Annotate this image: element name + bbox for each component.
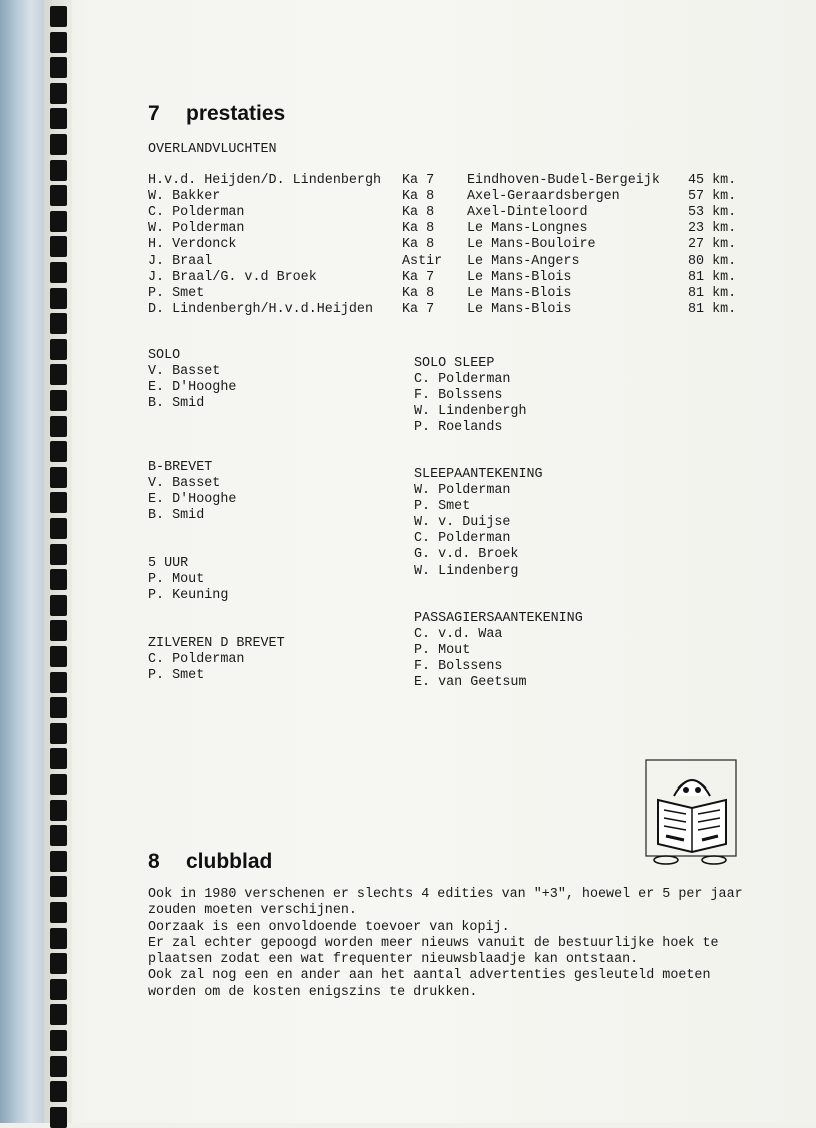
- pilot-cell: W. Polderman: [148, 221, 245, 237]
- list-item: P. Mout: [148, 572, 205, 588]
- binding-ring: [50, 288, 67, 309]
- b-brevet-list: [148, 460, 236, 524]
- newspaper-reader-illustration: [644, 756, 740, 868]
- glider-cell: Ka 7: [402, 301, 435, 317]
- pilot-cell: D. Lindenbergh/H.v.d.Heijden: [148, 301, 373, 317]
- solo-list: [148, 348, 236, 412]
- list-heading: ZILVEREN D BREVET: [148, 636, 285, 651]
- route-cell: Le Mans-Bouloire: [467, 237, 596, 253]
- paragraph-line: Er zal echter gepoogd worden meer nieuws vanuit de bestuurlijke hoek te: [148, 935, 719, 951]
- binding-ring: [50, 1004, 67, 1025]
- glider-cell: Ka 8: [402, 285, 435, 301]
- list-item: F. Bolssens: [414, 388, 503, 404]
- list-item: G. v.d. Broek: [414, 547, 519, 563]
- binding-ring: [50, 1081, 67, 1102]
- glider-cell: Astir: [402, 253, 443, 269]
- distance-cell: 53 km.: [688, 205, 737, 221]
- route-cell: Eindhoven-Budel-Bergeijk: [467, 173, 660, 188]
- section-8-heading: [148, 850, 272, 874]
- binding-ring: [50, 646, 67, 667]
- distance-cell: 45 km.: [688, 173, 737, 188]
- route-cell: Axel-Geraardsbergen: [467, 189, 620, 205]
- binding-ring: [50, 416, 67, 437]
- five-hour-list: [148, 556, 228, 604]
- list-item: C. Polderman: [148, 652, 245, 668]
- route-cell: Le Mans-Angers: [467, 253, 580, 269]
- glider-cell: Ka 8: [402, 221, 435, 237]
- route-cell: Axel-Dinteloord: [467, 205, 588, 221]
- route-cell: Le Mans-Blois: [467, 269, 572, 285]
- list-heading: SOLO SLEEP: [414, 356, 495, 371]
- list-item: B. Smid: [148, 396, 205, 412]
- binding-ring: [50, 774, 67, 795]
- list-item: P. Roelands: [414, 420, 503, 436]
- list-heading: SLEEPAANTEKENING: [414, 467, 543, 482]
- list-item: P. Mout: [414, 643, 471, 659]
- binding-ring: [50, 851, 67, 872]
- route-cell: Le Mans-Blois: [467, 301, 572, 317]
- distance-cell: 80 km.: [688, 253, 737, 269]
- paragraph-line: Oorzaak is een onvoldoende toevoer van kopij.: [148, 919, 510, 935]
- list-item: E. van Geetsum: [414, 675, 527, 691]
- distance-cell: 81 km.: [688, 301, 737, 317]
- glider-cell: Ka 8: [402, 205, 435, 221]
- binding-ring: [50, 492, 67, 513]
- list-heading: 5 UUR: [148, 556, 189, 571]
- binding-ring: [50, 800, 67, 821]
- binding-ring: [50, 57, 67, 78]
- list-item: W. v. Duijse: [414, 515, 511, 531]
- list-item: P. Smet: [148, 668, 205, 684]
- list-item: C. Polderman: [414, 531, 511, 547]
- silver-d-brevet-list: [148, 636, 285, 684]
- pilot-cell: C. Polderman: [148, 205, 245, 221]
- tow-endorsement-list: [414, 467, 543, 580]
- binding-ring: [50, 825, 67, 846]
- glider-cell: Ka 7: [402, 173, 435, 188]
- binding-ring: [50, 211, 67, 232]
- glider-cell: Ka 8: [402, 237, 435, 253]
- binding-ring: [50, 595, 67, 616]
- binding-ring: [50, 1056, 67, 1077]
- binding-ring: [50, 518, 67, 539]
- binding-ring: [50, 544, 67, 565]
- binding-ring: [50, 723, 67, 744]
- binding-ring: [50, 1107, 67, 1128]
- list-item: W. Polderman: [414, 483, 511, 499]
- paragraph-line: Ook zal nog een en ander aan het aantal advertenties gesleuteld moeten: [148, 968, 711, 984]
- distance-cell: 27 km.: [688, 237, 737, 253]
- binding-ring: [50, 364, 67, 385]
- route-cell: Le Mans-Longnes: [467, 221, 588, 237]
- distance-cell: 81 km.: [688, 269, 737, 285]
- binding-ring: [50, 108, 67, 129]
- list-item: E. D'Hooghe: [148, 380, 237, 396]
- pilot-cell: J. Braal/G. v.d Broek: [148, 269, 317, 285]
- glider-cell: Ka 7: [402, 269, 435, 285]
- binding-ring: [50, 467, 67, 488]
- passenger-endorsement-list: [414, 611, 583, 691]
- list-item: W. Lindenbergh: [414, 404, 527, 420]
- distance-cell: 23 km.: [688, 221, 737, 237]
- pilot-cell: W. Bakker: [148, 189, 221, 205]
- list-heading: SOLO: [148, 348, 181, 363]
- binding-ring: [50, 262, 67, 283]
- section-title: clubblad: [186, 850, 273, 873]
- binding-ring: [50, 339, 67, 360]
- paragraph-line: Ook in 1980 verschenen er slechts 4 edities van "+3", hoewel er 5 per jaar: [148, 887, 743, 902]
- pilot-cell: P. Smet: [148, 285, 205, 301]
- binding-ring: [50, 979, 67, 1000]
- binding-ring: [50, 748, 67, 769]
- binding-ring: [50, 134, 67, 155]
- binding-ring: [50, 1030, 67, 1051]
- binding-ring: [50, 441, 67, 462]
- list-heading: PASSAGIERSAANTEKENING: [414, 611, 583, 626]
- distance-cell: 57 km.: [688, 189, 737, 205]
- binding-ring: [50, 569, 67, 590]
- section-title: prestaties: [186, 102, 286, 125]
- binding-ring: [50, 185, 67, 206]
- binding-ring: [50, 236, 67, 257]
- solo-sleep-list: [414, 356, 527, 436]
- binding-ring: [50, 876, 67, 897]
- clubblad-paragraph: [148, 887, 748, 1001]
- list-item: W. Lindenberg: [414, 563, 519, 579]
- binding-ring: [50, 32, 67, 53]
- pilot-cell: J. Braal: [148, 253, 213, 269]
- route-cell: Le Mans-Blois: [467, 285, 572, 301]
- paragraph-line: worden om de kosten enigszins te drukken.: [148, 984, 478, 1000]
- paragraph-line: plaatsen zodat een wat frequenter nieuwsblaadje kan ontstaan.: [148, 952, 639, 968]
- list-item: P. Smet: [414, 499, 471, 515]
- binding-ring: [50, 697, 67, 718]
- list-item: E. D'Hooghe: [148, 492, 237, 508]
- binding-ring: [50, 390, 67, 411]
- section-number: 7: [148, 102, 160, 125]
- binding-ring: [50, 928, 67, 949]
- list-item: C. v.d. Waa: [414, 627, 503, 643]
- binding-ring: [50, 620, 67, 641]
- section-number: 8: [148, 850, 160, 873]
- binding-ring: [50, 160, 67, 181]
- binding-ring: [50, 6, 67, 27]
- list-heading: B-BREVET: [148, 460, 213, 475]
- overland-heading: OVERLANDVLUCHTEN: [148, 142, 277, 157]
- distance-cell: 81 km.: [688, 285, 737, 301]
- list-item: F. Bolssens: [414, 659, 503, 675]
- binding-ring: [50, 83, 67, 104]
- pilot-cell: H. Verdonck: [148, 237, 237, 253]
- glider-cell: Ka 8: [402, 189, 435, 205]
- binding-ring: [50, 672, 67, 693]
- list-item: B. Smid: [148, 508, 205, 524]
- binding-ring: [50, 313, 67, 334]
- pilot-cell: H.v.d. Heijden/D. Lindenbergh: [148, 173, 382, 188]
- section-7-heading: [148, 102, 285, 126]
- list-item: P. Keuning: [148, 588, 229, 604]
- paragraph-line: zouden moeten verschijnen.: [148, 903, 357, 919]
- list-item: C. Polderman: [414, 372, 511, 388]
- binding-strip: [0, 0, 44, 1123]
- binding-ring: [50, 953, 67, 974]
- list-item: V. Basset: [148, 476, 221, 492]
- list-item: V. Basset: [148, 364, 221, 380]
- binding-ring: [50, 902, 67, 923]
